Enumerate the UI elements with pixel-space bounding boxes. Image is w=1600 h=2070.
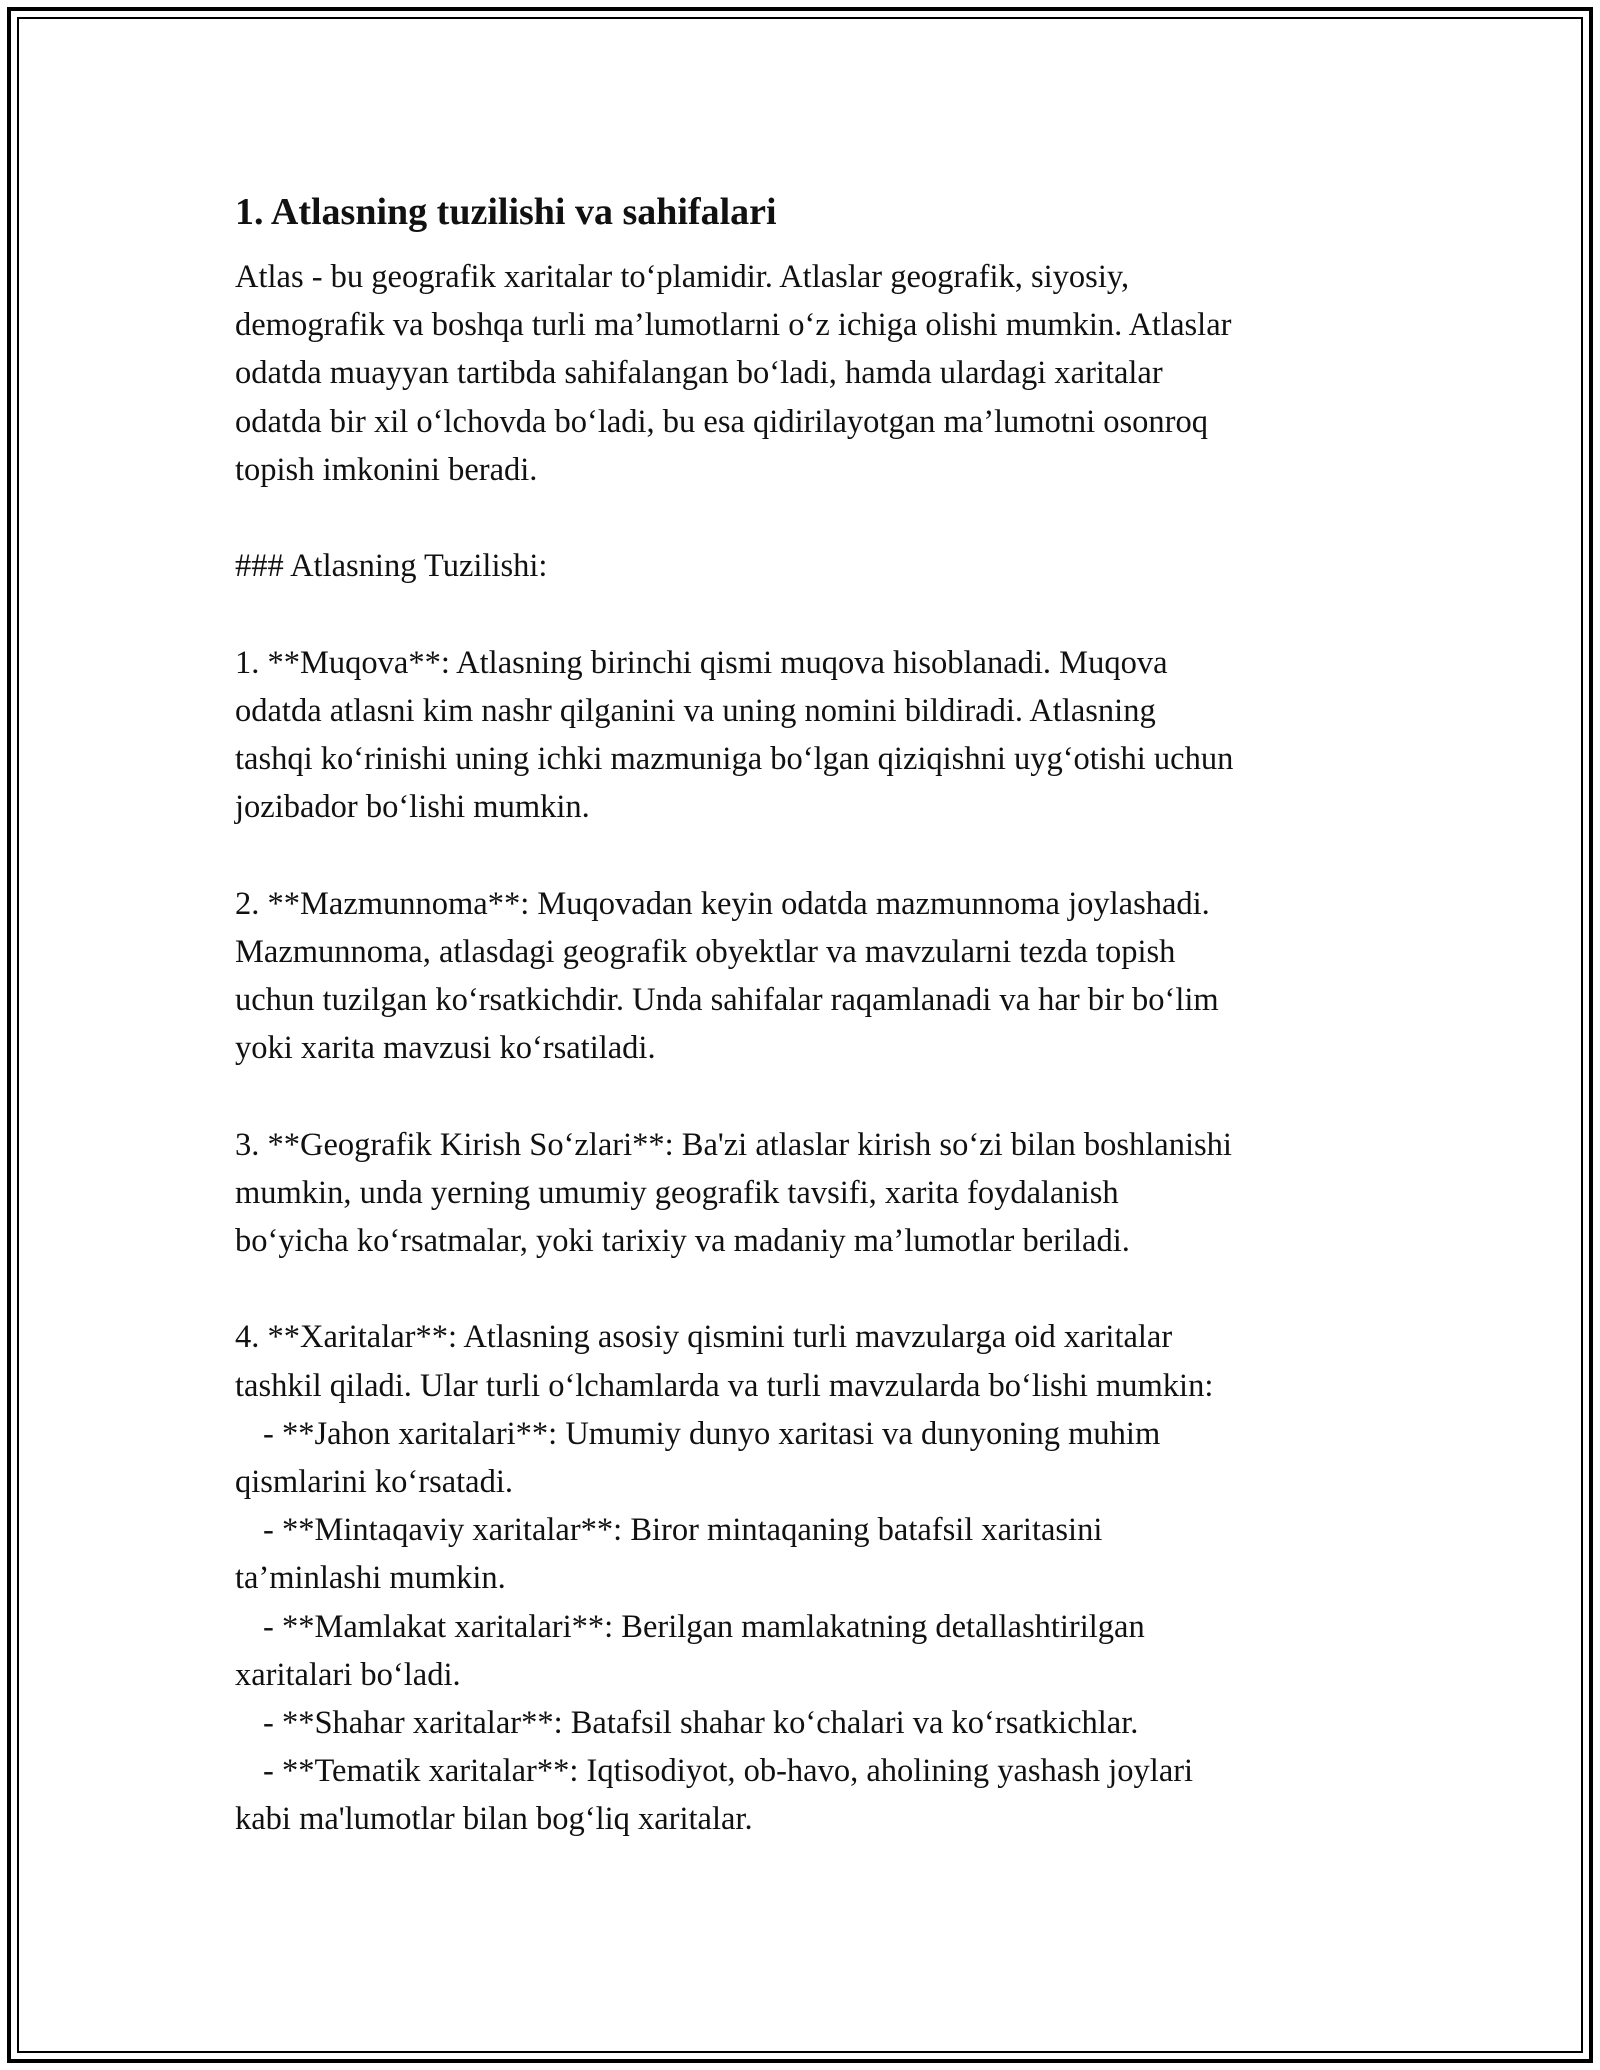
text-line: kabi ma'lumotlar bilan bog‘liq xaritalar. [235, 1801, 753, 1838]
text-line: xaritalari bo‘ladi. [235, 1656, 461, 1693]
text-line: - **Tematik xaritalar**: Iqtisodiyot, ob-havo, aholining yashash joylari [263, 1753, 1194, 1790]
document-body [235, 185, 1375, 1844]
paragraph [235, 542, 1375, 590]
paragraph [235, 1121, 1375, 1266]
text-line: qismlarini ko‘rsatadi. [235, 1464, 513, 1500]
text-line: - **Jahon xaritalari**: Umumiy dunyo xaritasi va dunyoning muhim [263, 1415, 1161, 1452]
text-line: ### Atlasning Tuzilishi: [235, 548, 548, 585]
text-line: topish imkonini beradi. [235, 451, 538, 488]
text-line: ta’minlashi mumkin. [235, 1560, 506, 1597]
text-line: Mazmunnoma, atlasdagi geografik obyektlar va mavzularni tezda topish [235, 933, 1176, 970]
text-line: odatda atlasni kim nashr qilganini va uning nomini bildiradi. Atlasning [235, 692, 1156, 729]
text-line: Atlas - bu geografik xaritalar to‘plamidir. Atlaslar geografik, siyosiy, [235, 259, 1130, 295]
text-line: bo‘yicha ko‘rsatmalar, yoki tarixiy va madaniy ma’lumotlar beriladi. [235, 1223, 1130, 1259]
paragraph [235, 1313, 1375, 1843]
text-line: jozibador bo‘lishi mumkin. [235, 789, 590, 826]
paragraph-list [235, 253, 1375, 1844]
text-line: 2. **Mazmunnoma**: Muqovadan keyin odatda mazmunnoma joylashadi. [235, 885, 1210, 922]
text-line: 1. **Muqova**: Atlasning birinchi qismi muqova hisoblanadi. Muqova [235, 644, 1168, 681]
text-line: tashqi ko‘rinishi uning ichki mazmuniga bo‘lgan qiziqishni uyg‘otishi uchun [235, 741, 1234, 777]
text-line: odatda muayyan tartibda sahifalangan bo‘ladi, hamda ulardagi xaritalar [235, 355, 1163, 392]
text-line: yoki xarita mavzusi ko‘rsatiladi. [235, 1030, 656, 1067]
text-line: uchun tuzilgan ko‘rsatkichdir. Unda sahifalar raqamlanadi va har bir bo‘lim [235, 982, 1219, 1018]
paragraph [235, 253, 1375, 494]
text-line: 3. **Geografik Kirish So‘zlari**: Ba'zi atlaslar kirish so‘zi bilan boshlanishi [235, 1126, 1232, 1163]
text-line: tashkil qiladi. Ular turli o‘lchamlarda va turli mavzularda bo‘lishi mumkin: [235, 1367, 1214, 1404]
text-line: - **Mintaqaviy xaritalar**: Biror mintaqaning batafsil xaritasini [263, 1512, 1103, 1549]
text-line: 4. **Xaritalar**: Atlasning asosiy qismini turli mavzularga oid xaritalar [235, 1319, 1173, 1356]
text-line: - **Mamlakat xaritalari**: Berilgan mamlakatning detallashtirilgan [263, 1608, 1145, 1645]
text-line: mumkin, unda yerning umumiy geografik tavsifi, xarita foydalanish [235, 1174, 1119, 1211]
text-line: odatda bir xil o‘lchovda bo‘ladi, bu esa qidirilayotgan ma’lumotni osonroq [235, 403, 1208, 440]
text-line: - **Shahar xaritalar**: Batafsil shahar ko‘chalari va ko‘rsatkichlar. [263, 1705, 1139, 1742]
paragraph [235, 639, 1375, 832]
text-line: demografik va boshqa turli ma’lumotlarni o‘z ichiga olishi mumkin. Atlaslar [235, 307, 1232, 344]
paragraph [235, 880, 1375, 1073]
document-title: 1. Atlasning tuzilishi va sahifalari [235, 191, 777, 233]
